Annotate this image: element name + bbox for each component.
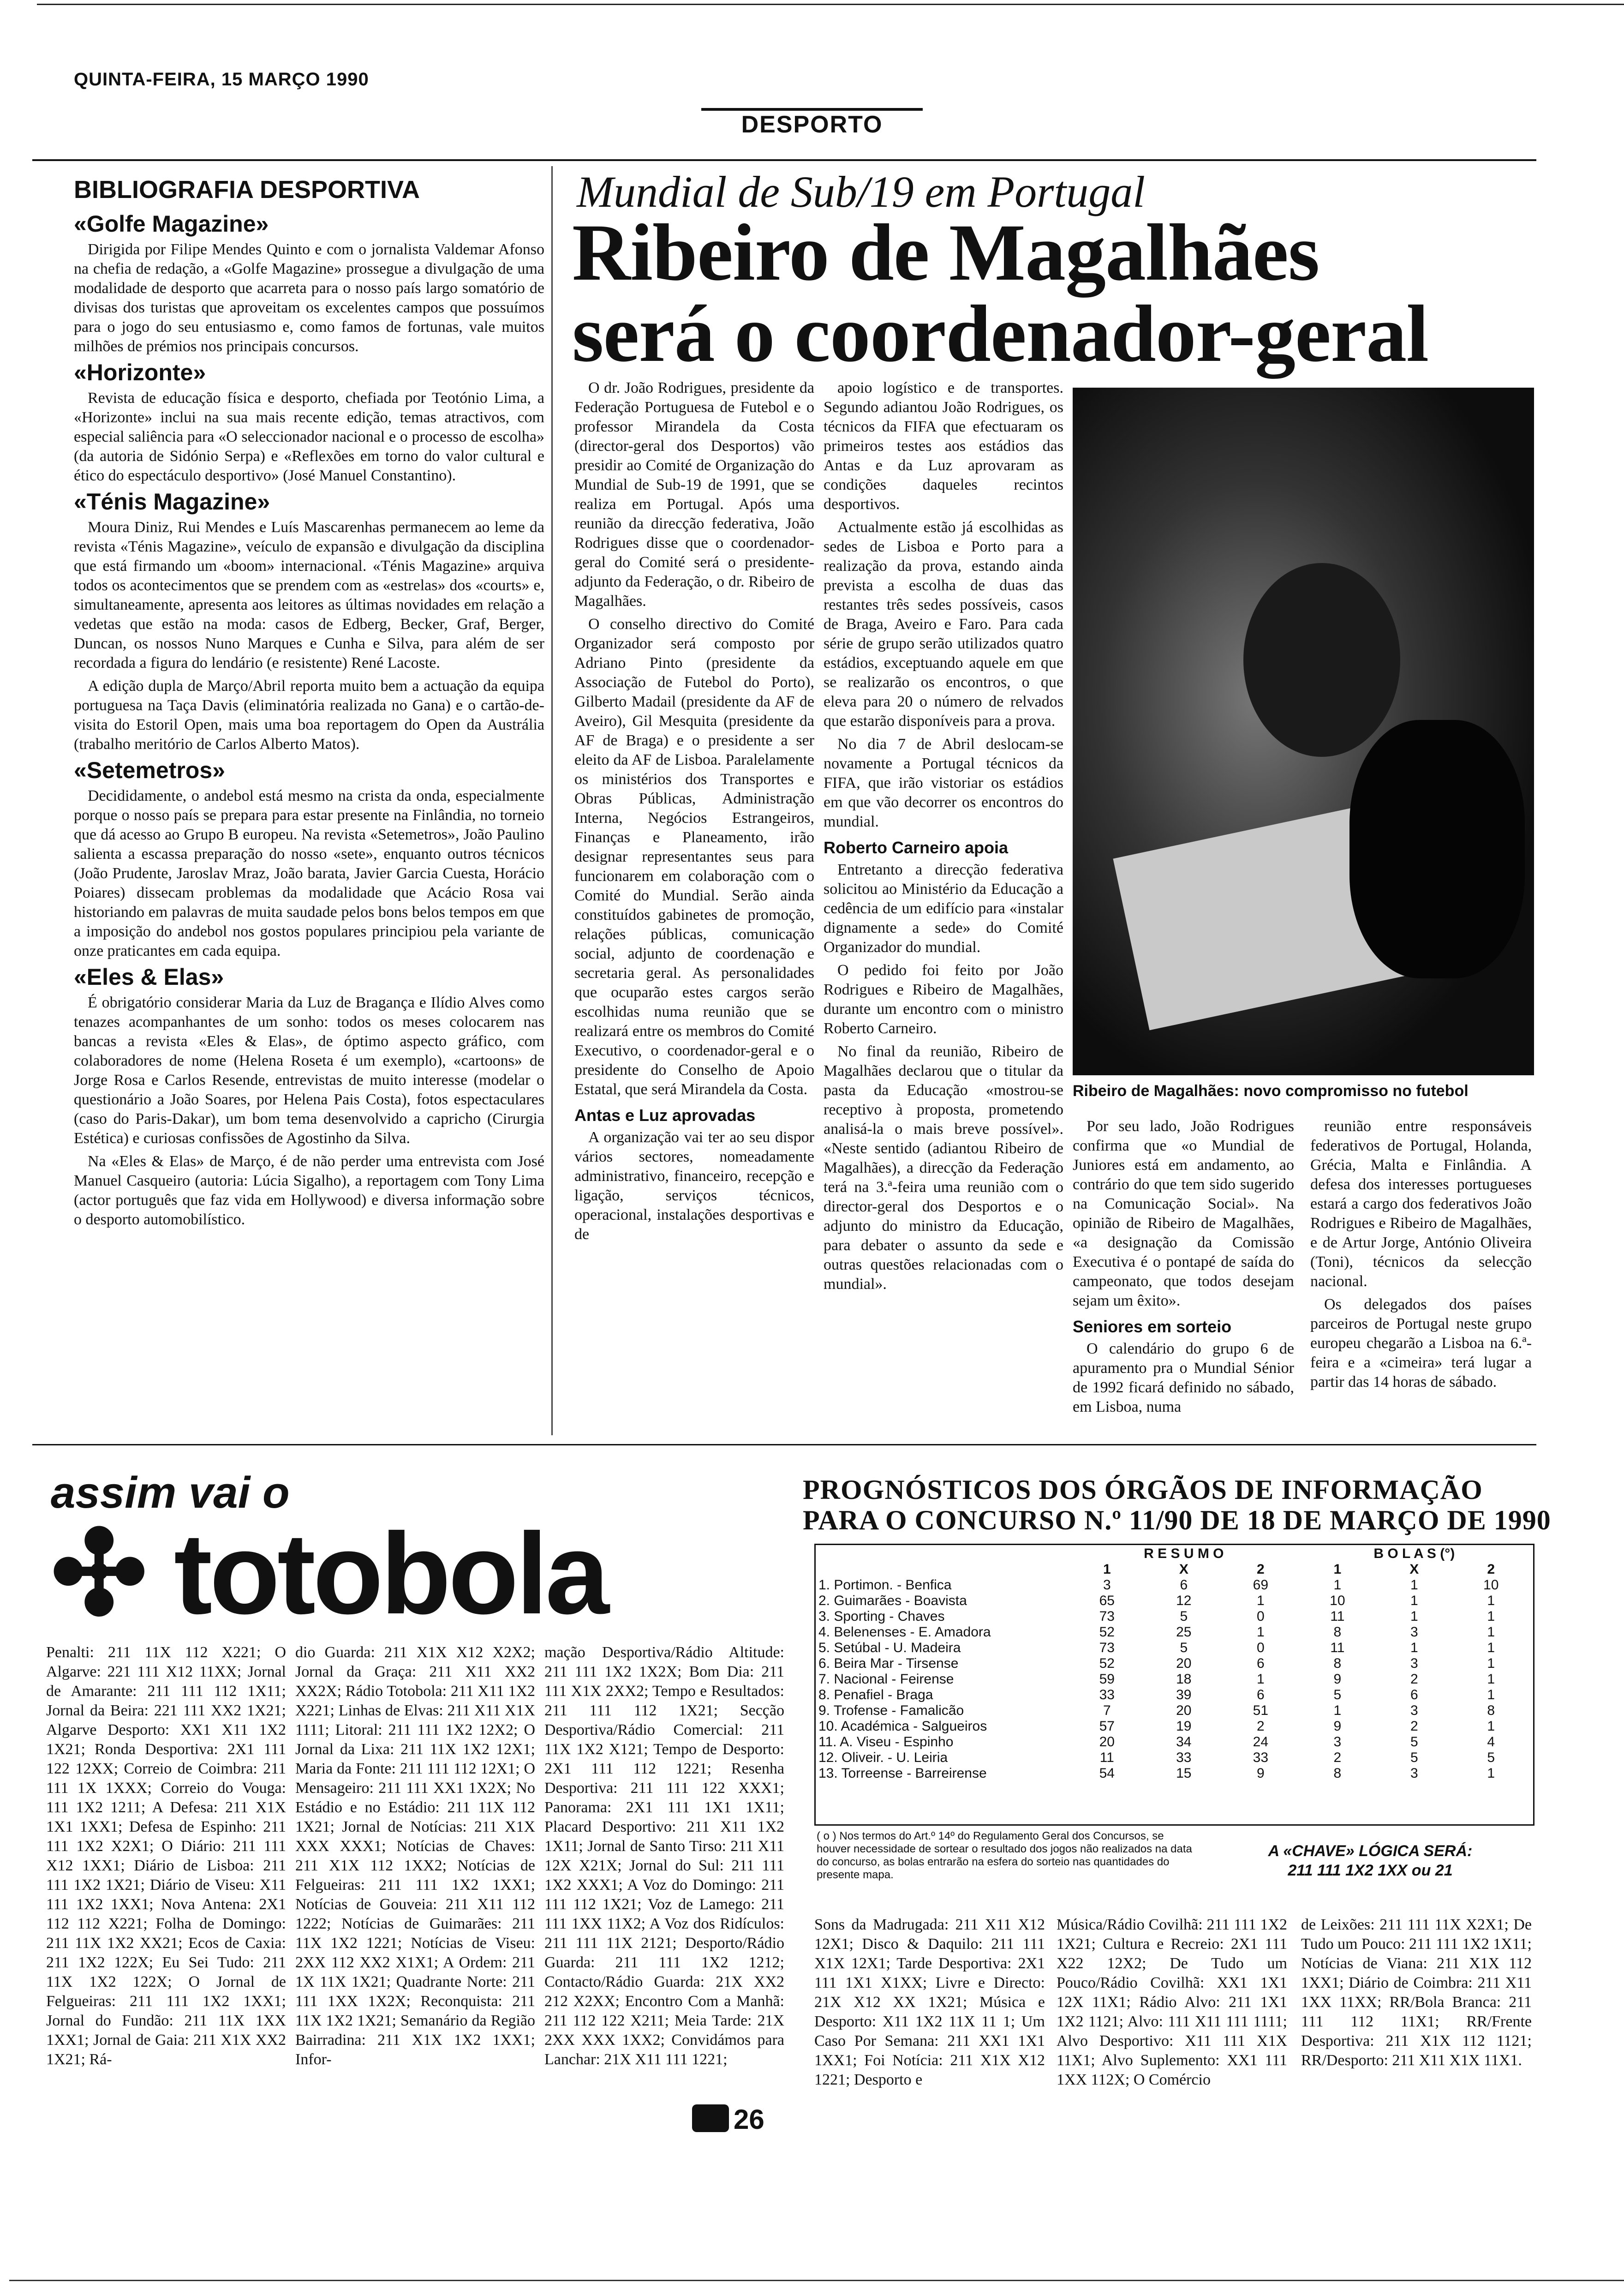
article-paragraph: Por seu lado, João Rodrigues confirma que «o Mundial de Juniores está em andamento, ao contrário do que tem sido sugerido na Comunicação Social». Na opinião de Ribeiro de Magalhães, «a designação da Comissão Executiva é o pontapé de saída do campeonato, que todos desejam sejam um êxito». bbox=[1073, 1118, 1294, 1309]
value-cell: 1 bbox=[1410, 1640, 1418, 1655]
article-kicker: Mundial de Sub/19 em Portugal bbox=[577, 167, 1145, 216]
table-row bbox=[817, 1672, 1529, 1687]
top-border bbox=[37, 4, 1624, 5]
game-cell: 1. Portimon. - Benfica bbox=[818, 1577, 952, 1593]
value-cell: 39 bbox=[1176, 1687, 1192, 1702]
article-paragraph: O dr. João Rodrigues, presidente da Federação Portuguesa de Futebol e o professor Mirandela da Costa (director-geral dos Desportos) vão presidir ao Comité de Organização do Mundial de Sub-19 de 1991, que se realiza em Portugal. Após uma reunião da direcção federativa, João Rodrigues disse que o coordenador-geral do Comité será o presidente-adjunto da Federação, o dr. Ribeiro de Magalhães. bbox=[574, 379, 814, 610]
col-header: 1 bbox=[1333, 1562, 1342, 1577]
value-cell: 2 bbox=[1256, 1719, 1265, 1734]
table-row bbox=[817, 1766, 1529, 1781]
value-cell: 33 bbox=[1176, 1750, 1192, 1765]
col-header: 2 bbox=[1487, 1562, 1495, 1577]
article-photo bbox=[1073, 388, 1534, 1075]
value-cell: 3 bbox=[1410, 1656, 1418, 1671]
article-paragraph: O conselho directivo do Comité Organizador será composto por Adriano Pinto (presidente da Associação de Futebol do Porto), Gilberto Madail (presidente da AF de Aveiro), Gil Mesquita (presidente da AF de Braga) e o presidente a ser eleito da AF de Lisboa. Paralelamente os ministérios dos Transportes e Obras Públicas, Administração Interna, Negócios Estrangeiros, Finanças e Planeamento, irão designar representantes seus para funcionarem em colaboração com o Comité do Mundial. Serão ainda constituídos gabinetes de promoção, relações públicas, comunicação social, adjunto de coordenação e secretaria geral. As personalidades que ocuparão estes cargos serão escolhidas numa reunião que se realizará entre os membros do Comité Executivo, o coordenador-geral e o presidente do Conselho de Apoio Estatal, que será Mirandela da Costa. bbox=[574, 616, 814, 1098]
value-cell: 1 bbox=[1487, 1593, 1495, 1608]
article-headline bbox=[572, 208, 1429, 379]
totobola-logo-icon: ✣ bbox=[51, 1509, 174, 1638]
value-cell: 9 bbox=[1333, 1672, 1342, 1687]
totobola-column-3: mação Desportiva/Rádio Altitude: 211 111 1X2 1X2X; Bom Dia: 211 111 X1X 2XX2; Tempo e Resultados: 211 111 112 1X21; Secção Desportiva/Rádio Comercial: 211 11X 1X2 X121; Tempo de Desporto: 2X1 111 112 1221; Resenha Desportiva: 211 111 122 XXX1; Panorama: 2X1 111 1X1 1X11; Placard Desportivo: 211 X11 1X2 1X11; Jornal de Santo Tirso: 211 X11 12X X21X; Jornal do Sul: 211 111 1X2 XXX1; A Voz do Domingo: 211 111 112 1X21; Voz de Lamego: 211 111 1XX 11X2; A Voz dos Ridículos: 211 111 11X 2121; Desporto/Rádio Guarda: 211 111 1X2 1212; Contacto/Rádio Guarda: 21X XX2 212 X2XX; Encontro Com a Manhã: 211 112 122 X211; Meia Tarde: 21X 2XX XXX 1XX2; Convidámos para Lanchar: 21X X11 111 1221; bbox=[544, 1644, 784, 2068]
value-cell: 6 bbox=[1256, 1687, 1265, 1702]
value-cell: 1 bbox=[1410, 1577, 1418, 1593]
biblio-heading: «Eles & Elas» bbox=[74, 964, 224, 990]
publication-logo-icon bbox=[692, 2104, 729, 2132]
value-cell: 1 bbox=[1487, 1766, 1495, 1781]
table-row bbox=[817, 1656, 1529, 1672]
value-cell: 6 bbox=[1256, 1656, 1265, 1671]
col-header: X bbox=[1179, 1562, 1188, 1577]
value-cell: 18 bbox=[1176, 1672, 1192, 1687]
value-cell: 1 bbox=[1487, 1719, 1495, 1734]
table-row bbox=[817, 1750, 1529, 1766]
value-cell: 4 bbox=[1487, 1734, 1495, 1750]
biblio-text: Na «Eles & Elas» de Março, é de não perder uma entrevista com José Manuel Casqueiro (autoria: Lúcia Sigalho), a reportagem com Tony Lima (actor português que faz vida em Hollywood) e diversa informação sobre o desporto automobilístico. bbox=[74, 1153, 544, 1228]
value-cell: 5 bbox=[1333, 1687, 1342, 1702]
value-cell: 1 bbox=[1333, 1703, 1342, 1718]
article-paragraph: No final da reunião, Ribeiro de Magalhães declarou que o titular da pasta da Educação «mostrou-se receptivo à proposta, prometendo analisá-la o mais breve possível». «Neste sentido (adiantou Ribeiro de Magalhães), a direcção da Federação terá na 3.ª-feira uma reunião com o director-geral dos Desportos e o adjunto do ministro da Educação, para debater o assunto da sede e outras questões relacionadas com o mundial». bbox=[824, 1043, 1063, 1293]
biblio-text: Moura Diniz, Rui Mendes e Luís Mascarenhas permanecem ao leme da revista «Ténis Magazine», veículo de expansão e divulgação da disciplina que está firmando um «boom» internacional. «Ténis Magazine» arquiva todos os acontecimentos que se prendem com as «estrelas» dos «courts» e, simultaneamente, apresenta aos leitores as últimas novidades em relação a vedetas que estão na moda: casos de Edberg, Becker, Graf, Berger, Duncan, os nossos Nuno Marques e Cunha e Silva, para além de ser recordada a figura do lendário (e resistente) René Lacoste. bbox=[74, 519, 544, 671]
table-row bbox=[817, 1640, 1529, 1656]
value-cell: 2 bbox=[1410, 1672, 1418, 1687]
biblio-heading: «Setemetros» bbox=[74, 757, 225, 783]
value-cell: 19 bbox=[1176, 1719, 1192, 1734]
totobola-column-2: dio Guarda: 211 X1X X12 X2X2; Jornal da Graça: 211 X11 XX2 XX2X; Rádio Totobola: 211 X11 1X2 X221; Linhas de Elvas: 211 X11 X1X 1111; Litoral: 211 111 1X2 12X2; O Jornal da Lixa: 211 11X 1X2 12X1; Maria da Fonte: 211 111 112 12X1; O Mensageiro: 211 111 XX1 1X2X; No Estádio e no Estádio: 211 11X 112 1X21; Jornal de Notícias: 211 X1X XXX XXX1; Notícias de Chaves: 211 X1X 112 1XX2; Notícias de Felgueiras: 211 111 1X2 1XX1; Notícias de Gouveia: 211 X11 112 1222; Notícias de Guimarães: 211 11X 1X2 1221; Notícias de Viseu: 2XX 112 XX2 X1X1; A Ordem: 211 1X 11X 1X21; Quadrante Norte: 211 111 1XX 1X2X; Reconquista: 211 11X 1X2 1X21; Semanário da Região Bairradina: 211 X1X 1X2 1XX1; Infor- bbox=[295, 1644, 535, 2068]
article-column-1 bbox=[574, 378, 814, 1248]
value-cell: 8 bbox=[1487, 1703, 1495, 1718]
value-cell: 1 bbox=[1487, 1640, 1495, 1655]
value-cell: 65 bbox=[1099, 1593, 1115, 1608]
article-paragraph: O pedido foi feito por João Rodrigues e Ribeiro de Magalhães, durante um encontro com o ministro Roberto Carneiro. bbox=[824, 962, 1063, 1037]
col-header: 1 bbox=[1103, 1562, 1111, 1577]
page-date: QUINTA-FEIRA, 15 MARÇO 1990 bbox=[74, 69, 369, 90]
section-tag: DESPORTO bbox=[741, 111, 883, 138]
value-cell: 20 bbox=[1176, 1656, 1192, 1671]
table-row bbox=[817, 1687, 1529, 1703]
biblio-title: BIBLIOGRAFIA DESPORTIVA bbox=[74, 176, 420, 204]
article-paragraph: No dia 7 de Abril deslocam-se novamente a Portugal técnicos da FIFA, que irão vistoriar os estádios em que vão decorrer os encontros do mundial. bbox=[824, 736, 1063, 830]
prognosticos-title-line: PROGNÓSTICOS DOS ÓRGÃOS DE INFORMAÇÃO bbox=[803, 1474, 1483, 1505]
headline-line: Ribeiro de Magalhães bbox=[572, 208, 1320, 298]
value-cell: 59 bbox=[1099, 1672, 1115, 1687]
chave-value: 211 111 1X2 1XX ou 21 bbox=[1288, 1862, 1453, 1879]
value-cell: 69 bbox=[1253, 1577, 1269, 1593]
article-subhead: Roberto Carneiro apoia bbox=[824, 838, 1009, 857]
game-cell: 6. Beira Mar - Tirsense bbox=[818, 1656, 959, 1671]
bolas-header: B O L A S (°) bbox=[1373, 1546, 1455, 1561]
biblio-text: Dirigida por Filipe Mendes Quinto e com o jornalista Valdemar Afonso na chefia de redação, a «Golfe Magazine» prossegue a divulgação de uma modalidade de desporto que acarreta para o nosso país largo somatório de divisas dos turistas que aproveitam os excelentes campos que possuímos para o jogo do seu entusiasmo e, como famos de fortunas, vale muitos milhões de prémios nos principais concursos. bbox=[74, 241, 544, 355]
biblio-heading: «Golfe Magazine» bbox=[74, 211, 269, 237]
value-cell: 10 bbox=[1330, 1593, 1345, 1608]
value-cell: 3 bbox=[1410, 1624, 1418, 1640]
col-header: 2 bbox=[1256, 1562, 1265, 1577]
game-cell: 10. Académica - Salgueiros bbox=[818, 1719, 987, 1734]
value-cell: 5 bbox=[1180, 1640, 1188, 1655]
col-header: X bbox=[1409, 1562, 1419, 1577]
totobola-logo bbox=[51, 1509, 607, 1638]
value-cell: 6 bbox=[1410, 1687, 1418, 1702]
value-cell: 1 bbox=[1410, 1593, 1418, 1608]
game-cell: 7. Nacional - Feirense bbox=[818, 1672, 954, 1687]
value-cell: 1 bbox=[1256, 1672, 1265, 1687]
prognosticos-note: ( o ) Nos termos do Art.º 14º do Regulamento Geral dos Concursos, se houver necessidade de sortear o resultado dos jogos não realizados na data do concurso, as bolas entrarão na esfera do sorteio nas quantidades do presente mapa. bbox=[817, 1830, 1192, 1881]
prognosticos-title bbox=[803, 1474, 1551, 1535]
totobola-column-6: de Leixões: 211 111 11X X2X1; De Tudo um Pouco: 211 111 1X2 1X11; Notícias de Viana: 211 X1X 112 1XX1; Diário de Coimbra: 211 X11 1XX 11XX; RR/Bola Branca: 211 111 112 11X1; RR/Frente Desportiva: 211 X1X 112 1121; RR/Desporto: 211 X11 X1X 11X1. bbox=[1301, 1916, 1532, 2069]
article-subhead: Seniores em sorteio bbox=[1073, 1317, 1232, 1336]
table-row bbox=[817, 1719, 1529, 1734]
value-cell: 1 bbox=[1487, 1624, 1495, 1640]
totobola-kicker: assim vai o bbox=[51, 1468, 290, 1517]
chave-box bbox=[1209, 1841, 1532, 1880]
value-cell: 51 bbox=[1253, 1703, 1269, 1718]
value-cell: 52 bbox=[1099, 1656, 1115, 1671]
value-cell: 73 bbox=[1099, 1609, 1115, 1624]
prognosticos-title-line: PARA O CONCURSO N.º 11/90 DE 18 DE MARÇO DE 1990 bbox=[803, 1505, 1551, 1535]
value-cell: 11 bbox=[1099, 1750, 1114, 1765]
value-cell: 9 bbox=[1256, 1766, 1265, 1781]
value-cell: 3 bbox=[1103, 1577, 1111, 1593]
biblio-text: É obrigatório considerar Maria da Luz de Bragança e Ilídio Alves como tenazes acompanhantes de um sonho: todos os meses colocarem nas bancas a revista «Eles & Elas», de óptimo aspecto gráfico, com colaboradores de nome (Helena Roseta é um exemplo), «cartoons» de Jorge Rosa e Carlos Resende, entrevistas de muito interesse (modelar o questionário a João Soares, por Helena Pais Costa), fotos espectaculares (caso do Paris-Dakar), um bom tema desenvolvido a capricho (Cirurgia Estética) e curiosas confissões de Agostinho da Silva. bbox=[74, 994, 544, 1147]
article-paragraph: apoio logístico e de transportes. Segundo adiantou João Rodrigues, os técnicos da FIFA que efectuaram os primeiros testes aos estádios das Antas e da Luz aprovaram as condições daqueles recintos desportivos. bbox=[824, 379, 1063, 513]
game-cell: 9. Trofense - Famalicão bbox=[818, 1703, 964, 1718]
value-cell: 24 bbox=[1253, 1734, 1269, 1750]
value-cell: 5 bbox=[1487, 1750, 1495, 1765]
biblio-text: Revista de educação física e desporto, chefiada por Teotónio Lima, a «Horizonte» inclui na sua mais recente edição, temas atractivos, com especial saliência para «O seleccionador nacional e o processo de escolha» (da autoria de Sidónio Serpa) e «Reflexões em torno do valor cultural e ético do espectáculo desportivo» (José Manuel Constantino). bbox=[74, 389, 544, 484]
game-cell: 11. A. Viseu - Espinho bbox=[818, 1734, 954, 1750]
table-row bbox=[817, 1734, 1529, 1750]
value-cell: 12 bbox=[1176, 1593, 1192, 1608]
game-cell: 8. Penafiel - Braga bbox=[818, 1687, 933, 1702]
value-cell: 3 bbox=[1410, 1766, 1418, 1781]
article-column-2 bbox=[824, 378, 1063, 1298]
totobola-column-1: Penalti: 211 11X 112 X221; O Algarve: 221 111 X12 11XX; Jornal de Amarante: 211 111 112 1X11; Jornal da Beira: 221 111 XX2 1X21; Algarve Desporto: XX1 X11 1X2 1X21; Ronda Desportiva: 2X1 111 122 12XX; Correio de Coimbra: 211 111 1X 1XXX; Correio do Vouga: 111 1X2 1211; A Defesa: 211 X1X 1X1 1XX1; Defesa de Espinho: 211 111 1X2 X2X1; O Diário: 211 111 X12 1XX1; Diário de Lisboa: 211 111 1X2 1X21; Diário de Viseu: X11 111 1X2 1XX1; Nova Antena: 2X1 112 112 X221; Folha de Domingo: 211 11X 1X2 XX21; Ecos de Caxia: 211 1X2 122X; Eu Sei Tudo: 211 11X 1X2 122X; O Jornal de Felgueiras: 211 111 1X2 1XX1; Jornal do Fundão: 211 11X 1XX 1XX1; Jornal de Gaia: 211 X1X XX2 1X21; Rá- bbox=[46, 1644, 286, 2068]
article-column-4 bbox=[1310, 1117, 1532, 1396]
article-paragraph: reunião entre responsáveis federativos de Portugal, Holanda, Grécia, Malta e Finlândia. A defesa dos interesses portugueses estará a cargo dos federativos João Rodrigues e Ribeiro de Magalhães, e de Artur Jorge, António Oliveira (Toni), técnicos da selecção nacional. bbox=[1310, 1118, 1532, 1290]
biblio-column bbox=[74, 208, 544, 1233]
page-number: 26 bbox=[734, 2104, 764, 2135]
value-cell: 1 bbox=[1487, 1609, 1495, 1624]
value-cell: 8 bbox=[1333, 1766, 1342, 1781]
article-paragraph: Os delegados dos países parceiros de Portugal neste grupo europeu chegarão a Lisboa na 6.ª-feira e a «cimeira» terá lugar a partir das 14 horas de sábado. bbox=[1310, 1296, 1532, 1390]
biblio-heading: «Horizonte» bbox=[74, 360, 206, 385]
value-cell: 11 bbox=[1330, 1609, 1345, 1624]
value-cell: 6 bbox=[1180, 1577, 1188, 1593]
value-cell: 15 bbox=[1176, 1766, 1192, 1781]
value-cell: 1 bbox=[1256, 1593, 1265, 1608]
table-row bbox=[817, 1624, 1529, 1640]
game-cell: 2. Guimarães - Boavista bbox=[818, 1593, 967, 1608]
value-cell: 52 bbox=[1099, 1624, 1115, 1640]
value-cell: 34 bbox=[1176, 1734, 1192, 1750]
resumo-header: R E S U M O bbox=[1144, 1546, 1224, 1561]
value-cell: 1 bbox=[1333, 1577, 1342, 1593]
article-subhead: Antas e Luz aprovadas bbox=[574, 1106, 756, 1125]
article-paragraph: O calendário do grupo 6 de apuramento pra o Mundial Sénior de 1992 ficará definido no sábado, em Lisboa, numa bbox=[1073, 1340, 1294, 1415]
value-cell: 1 bbox=[1487, 1687, 1495, 1702]
game-cell: 5. Setúbal - U. Madeira bbox=[818, 1640, 961, 1655]
bottom-border bbox=[9, 2280, 1624, 2281]
biblio-text: Decididamente, o andebol está mesmo na crista da onda, especialmente porque o nosso país se prepara para estar presente na Finlândia, no torneio que dá acesso ao Grupo B europeu. Na revista «Setemetros», João Paulino salienta a escassa preparação do nosso «sete», enquanto outros técnicos (João Prudente, Jaroslav Mraz, João barata, Javier Garcia Cuesta, Horácio Poiares) dissecam problemas da modalidade que Acácio Rosa vai historiando em palavras de muita saudade pelos bons belos tempos em que a imposição do andebol nos gostos populares principiou pela variante de onze praticantes em cada equipa. bbox=[74, 787, 544, 959]
column-divider bbox=[551, 166, 553, 1435]
value-cell: 2 bbox=[1333, 1750, 1342, 1765]
value-cell: 1 bbox=[1256, 1624, 1265, 1640]
table-row bbox=[817, 1609, 1529, 1624]
value-cell: 9 bbox=[1333, 1719, 1342, 1734]
value-cell: 20 bbox=[1099, 1734, 1115, 1750]
value-cell: 73 bbox=[1099, 1640, 1115, 1655]
value-cell: 25 bbox=[1176, 1624, 1192, 1640]
value-cell: 5 bbox=[1410, 1734, 1418, 1750]
totobola-column-4: Sons da Madrugada: 211 X11 X12 12X1; Disco & Daquilo: 211 111 X1X 12X1; Tarde Desportiva: 2X1 111 1X1 X1XX; Livre e Directo: 21X X12 XX 1X21; Música e Desporto: X11 1X2 11X 11 1; Um Caso Por Semana: 211 XX1 1X1 1XX1; Foi Notícia: 211 X1X X12 1221; Desporto e bbox=[814, 1916, 1045, 2088]
totobola-column-5: Música/Rádio Covilhã: 211 111 1X2 1X21; Cultura e Recreio: 2X1 111 X22 12X2; De Tudo um Pouco/Rádio Covilhã: XX1 1X1 12X 11X1; Rádio Alvo: 211 1X1 1X2 1121; Alvo: 111 X11 111 1111; Alvo Desportivo: X11 111 X1X 11X1; Alvo Suplemento: XX1 111 1XX 112X; O Comércio bbox=[1057, 1916, 1287, 2088]
prognosticos-table bbox=[817, 1546, 1529, 1781]
value-cell: 11 bbox=[1330, 1640, 1345, 1655]
value-cell: 1 bbox=[1487, 1656, 1495, 1671]
game-cell: 4. Belenenses - E. Amadora bbox=[818, 1624, 991, 1640]
value-cell: 5 bbox=[1180, 1609, 1188, 1624]
article-paragraph: A organização vai ter ao seu dispor vários sectores, nomeadamente administrativo, financeiro, recepção e ligação, serviços técnicos, operacional, instalações desportivas e de bbox=[574, 1129, 814, 1243]
value-cell: 5 bbox=[1410, 1750, 1418, 1765]
photo-caption: Ribeiro de Magalhães: novo compromisso no futebol bbox=[1073, 1082, 1469, 1100]
value-cell: 3 bbox=[1333, 1734, 1342, 1750]
value-cell: 3 bbox=[1410, 1703, 1418, 1718]
table-row bbox=[817, 1593, 1529, 1609]
value-cell: 8 bbox=[1333, 1624, 1342, 1640]
value-cell: 10 bbox=[1483, 1577, 1499, 1593]
value-cell: 1 bbox=[1487, 1672, 1495, 1687]
game-cell: 3. Sporting - Chaves bbox=[818, 1609, 945, 1624]
value-cell: 57 bbox=[1099, 1719, 1115, 1734]
headline-line: será o coordenador-geral bbox=[572, 289, 1429, 379]
biblio-text: A edição dupla de Março/Abril reporta muito bem a actuação da equipa portuguesa na Taça Davis (eliminatória realizada no Gana) e o cartão-de-visita do Estoril Open, mais uma boa reportagem do Open da Austrália (trabalho meritório de Carlos Alberto Matos). bbox=[74, 677, 544, 753]
value-cell: 7 bbox=[1103, 1703, 1111, 1718]
value-cell: 33 bbox=[1099, 1687, 1115, 1702]
value-cell: 8 bbox=[1333, 1656, 1342, 1671]
biblio-heading: «Ténis Magazine» bbox=[74, 489, 270, 515]
chave-label: A «CHAVE» LÓGICA SERÁ: bbox=[1268, 1842, 1473, 1860]
value-cell: 20 bbox=[1176, 1703, 1192, 1718]
article-paragraph: Actualmente estão já escolhidas as sedes de Lisboa e Porto para a realização da prova, estando ainda prevista a escolha de duas das restantes três sedes possíveis, casos de Braga, Aveiro e Faro. Para cada série de grupo serão utilizados quatro estádios, exceptuando aquele em que se realizarão os encontros, o que eleva para 20 o número de relvados que estarão disponíveis para a prova. bbox=[824, 519, 1063, 730]
article-column-3 bbox=[1073, 1117, 1294, 1420]
totobola-logo-text: totobola bbox=[173, 1509, 607, 1638]
value-cell: 2 bbox=[1410, 1719, 1418, 1734]
value-cell: 33 bbox=[1253, 1750, 1269, 1765]
game-cell: 13. Torreense - Barreirense bbox=[818, 1766, 987, 1781]
value-cell: 0 bbox=[1256, 1609, 1265, 1624]
article-paragraph: Entretanto a direcção federativa solicitou ao Ministério da Educação a cedência de um edifício para «instalar dignamente a sede» do Comité Organizador do mundial. bbox=[824, 861, 1063, 956]
table-row bbox=[817, 1577, 1529, 1593]
value-cell: 54 bbox=[1099, 1766, 1115, 1781]
table-row bbox=[817, 1703, 1529, 1719]
value-cell: 0 bbox=[1256, 1640, 1265, 1655]
value-cell: 1 bbox=[1410, 1609, 1418, 1624]
game-cell: 12. Oliveir. - U. Leiria bbox=[818, 1750, 948, 1765]
